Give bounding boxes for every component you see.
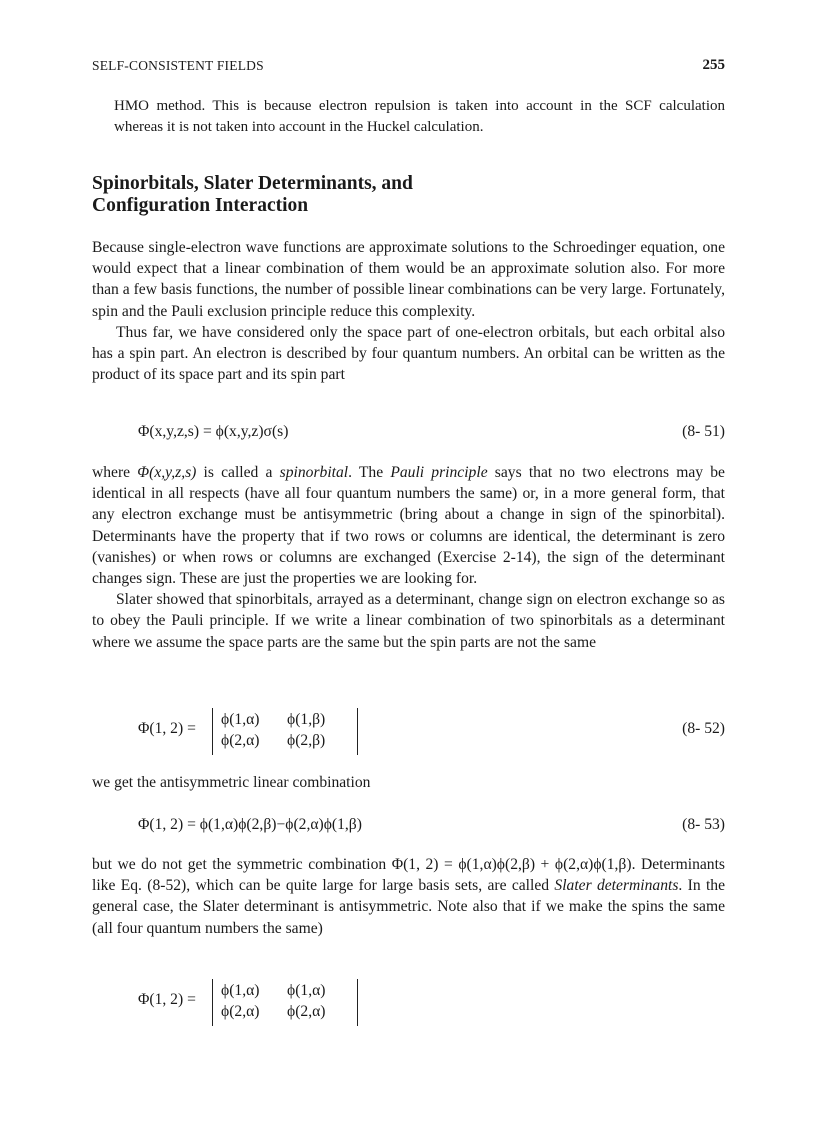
paragraph-1: Because single-electron wave functions are approximate solutions to the Schroedinger equation, one would expect that a linear combination of them would be an approximate solution also. For more than a few basis functions, the number of possible linear combinations can be very large. Fortunately, spin and the Pauli exclusion principle reduce this complexity. [92,239,725,320]
equation-lhs: Φ(1, 2) = [138,991,196,1008]
paragraph-6 [92,854,725,939]
paragraph-5: we get the antisymmetric linear combination [92,774,371,791]
equation-expression: Φ(x,y,z,s) = ϕ(x,y,z)σ(s) [138,423,289,440]
page-number: 255 [702,57,725,73]
text-run: . Determinants like Eq. (8-52), which can be quite large for large basis sets, are called [92,856,725,895]
equation-number: (8- 53) [682,816,725,833]
running-head [92,58,725,78]
determinant-cell: ϕ(2,α) [221,1003,260,1020]
inline-math: Φ(x,y,z,s) [137,464,197,481]
determinant-row [221,709,353,730]
determinant-cell: ϕ(2,β) [287,732,326,749]
equation-same-spin [92,979,725,1027]
text-run: says that no two electrons may be identical in all respects (have all four quantum numbers the same) or, in a more general form, that any electron exchange must be antisymmetric (bring about a change in sign of the spinorbital). Determinants have the property that if two rows or columns are identical, the determinant is zero (vanishes) or when rows or columns are exchanged (Exercise 2-14), the sign of the determinant changes sign. These are just the properties we are looking for. [92,464,725,588]
determinant-row [221,980,353,1001]
inline-math: Φ(1, 2) = ϕ(1,α)ϕ(2,β) + ϕ(2,α)ϕ(1,β) [391,856,632,873]
term-slater-determinants: Slater determinants [554,877,679,895]
paragraph-4: Slater showed that spinorbitals, arrayed as a determinant, change sign on electron exchange so as to obey the Pauli principle. If we write a linear combination of two spinorbitals as a determinant where we assume the space parts are the same but the spin parts are not the same [92,591,725,651]
determinant-cell: ϕ(1,α) [221,711,260,728]
running-title: SELF-CONSISTENT FIELDS [92,58,264,73]
body-block-4 [92,854,725,939]
equation-lhs: Φ(1, 2) = [138,720,196,737]
equation-8-52 [92,708,725,756]
equation-8-51 [92,423,725,447]
section-title-line2: Configuration Interaction [92,195,309,216]
equation-expression: Φ(1, 2) = ϕ(1,α)ϕ(2,β)−ϕ(2,α)ϕ(1,β) [138,816,362,833]
paragraph-2: Thus far, we have considered only the space part of one-electron orbitals, but each orbital also has a spin part. An electron is described by four quantum numbers. An orbital can be written as the product of its space part and its spin part [92,323,725,384]
determinant-cell: ϕ(1,α) [287,982,326,999]
equation-number: (8- 51) [682,423,725,440]
carryover-paragraph: HMO method. This is because electron repulsion is taken into account in the SCF calculation whereas it is not taken into account in the Huckel calculation. [114,98,725,135]
text-run: but we do not get the symmetric combination [92,856,392,873]
equation-number: (8- 52) [682,720,725,737]
determinant [212,708,358,755]
term-spinorbital: spinorbital [279,464,349,481]
determinant-cell: ϕ(2,α) [287,1003,326,1020]
page [92,0,725,1123]
determinant-cell: ϕ(2,α) [221,732,260,749]
text-run: . The [348,464,391,481]
body-block-3 [92,772,725,793]
determinant-cell: ϕ(1,α) [221,982,260,999]
body-block-1 [92,237,725,385]
text-run: is called a [196,464,280,481]
text-run: . In the general case, the Slater determinant is antisymmetric. Note also that if we make the spins the same (all four quantum numbers the same) [92,877,725,937]
paragraph-3 [92,462,725,589]
determinant-cell: ϕ(1,β) [287,711,326,728]
text-run: where [92,464,138,481]
determinant [212,979,358,1026]
determinant-row [221,1001,353,1022]
equation-8-53 [92,816,725,840]
section-title [92,173,725,217]
determinant-row [221,730,353,751]
section-title-line1: Spinorbitals, Slater Determinants, and [92,173,413,194]
term-pauli-principle: Pauli principle [390,464,488,481]
body-block-2 [92,462,725,653]
